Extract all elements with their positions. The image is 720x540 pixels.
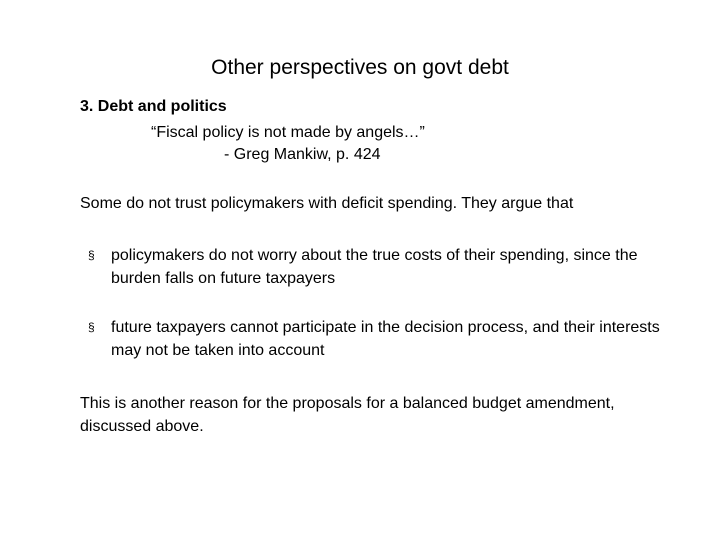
bullet-marker-icon: § bbox=[88, 248, 95, 262]
section-heading: 3. Debt and politics bbox=[80, 98, 227, 115]
bullet-marker-icon: § bbox=[88, 320, 95, 334]
conclusion-paragraph: This is another reason for the proposals for a balanced budget amendment, discussed above. bbox=[80, 395, 615, 435]
bullet-text: policymakers do not worry about the true costs of their spending, since the burden falls on future taxpayers bbox=[111, 247, 638, 287]
bullet-item bbox=[88, 244, 688, 290]
bullet-text: future taxpayers cannot participate in the decision process, and their interests may not be taken into account bbox=[111, 319, 660, 359]
quote-attribution: - Greg Mankiw, p. 424 bbox=[224, 146, 381, 163]
slide-title: Other perspectives on govt debt bbox=[211, 56, 509, 79]
bullet-item bbox=[88, 316, 688, 362]
quote: “Fiscal policy is not made by angels…” bbox=[151, 124, 425, 141]
intro-paragraph: Some do not trust policymakers with deficit spending. They argue that bbox=[80, 195, 574, 212]
